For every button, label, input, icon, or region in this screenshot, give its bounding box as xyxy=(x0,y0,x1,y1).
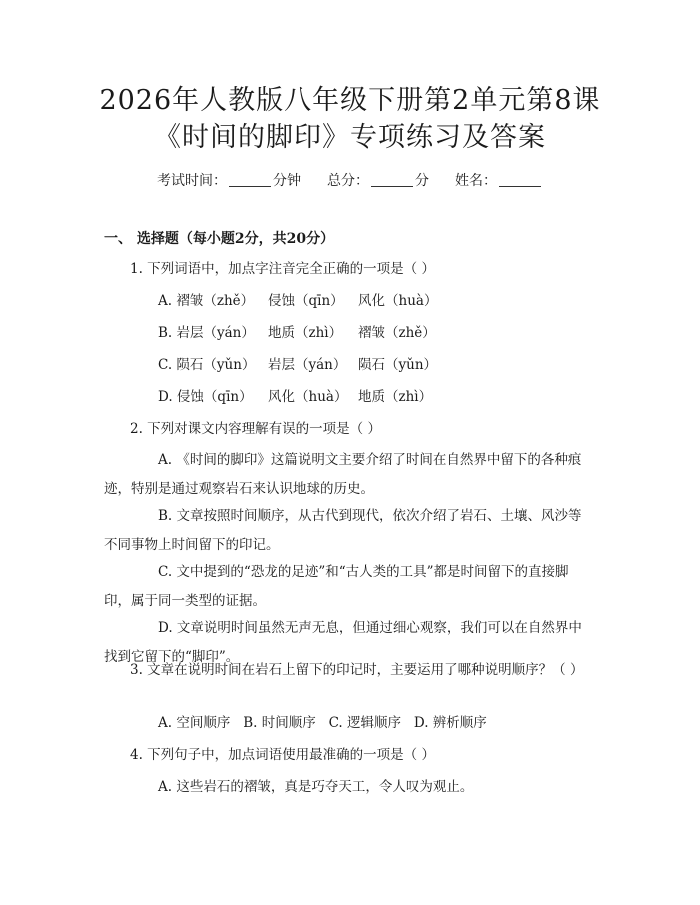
q1-c-3: 陨石（yǔn） xyxy=(358,357,438,373)
q2-stem: 2. 下列对课文内容理解有误的一项是（ ） xyxy=(130,421,381,437)
q1-c-2: 岩层（yán） xyxy=(268,357,347,373)
q2-a-text: A. 《时间的脚印》这篇说明文主要介绍了时间在自然界中留下的各种痕迹，特别是通过观察岩石来认识地球的历史。 xyxy=(104,452,582,497)
section-heading: 一、 选择题（每小题2分，共20分） xyxy=(104,231,335,247)
q3-stem-text: 3. 文章在说明时间在岩石上留下的印记时，主要运用了哪种说明顺序？（ ） xyxy=(130,662,584,678)
q2-option-a xyxy=(104,446,594,504)
time-blank xyxy=(229,173,271,187)
q1-a-1: A. 褶皱（zhě） xyxy=(158,293,255,309)
q1-a-3: 风化（huà） xyxy=(358,293,438,309)
score-label: 总分： xyxy=(327,173,369,189)
name-blank xyxy=(499,173,541,187)
page-title-line2: 《时间的脚印》专项练习及答案 xyxy=(154,122,546,153)
q1-option-b xyxy=(158,323,436,343)
time-label: 考试时间： xyxy=(157,173,227,189)
score-unit: 分 xyxy=(415,173,429,189)
q1-c-1: C. 陨石（yǔn） xyxy=(158,357,256,373)
q2-c-text: C. 文中提到的“恐龙的足迹”和“古人类的工具”都是时间留下的直接脚印，属于同一类型的证据。 xyxy=(104,564,569,609)
time-unit: 分钟 xyxy=(273,173,301,189)
name-label: 姓名： xyxy=(455,173,497,189)
q1-b-2: 地质（zhì） xyxy=(268,325,343,341)
q1-option-a xyxy=(158,291,437,311)
q2-option-b xyxy=(104,502,594,560)
q2-b-text: B. 文章按照时间顺序，从古代到现代，依次介绍了岩石、土壤、风沙等不同事物上时间留下的印记。 xyxy=(104,508,582,553)
q1-a-2: 侵蚀（qīn） xyxy=(268,293,344,309)
q2-option-c xyxy=(104,558,594,616)
q1-b-3: 褶皱（zhě） xyxy=(358,325,436,341)
q1-d-1: D. 侵蚀（qīn） xyxy=(158,389,253,405)
q1-d-2: 风化（huà） xyxy=(268,389,348,405)
q1-d-3: 地质（zhì） xyxy=(358,389,433,405)
q3-stem xyxy=(104,656,594,685)
q1-stem: 1. 下列词语中，加点字注音完全正确的一项是（ ） xyxy=(130,261,435,277)
q1-b-1: B. 岩层（yán） xyxy=(158,325,255,341)
q1-option-d xyxy=(158,387,432,407)
exam-info xyxy=(0,170,700,190)
q4-stem: 4. 下列句子中，加点词语使用最准确的一项是（ ） xyxy=(130,747,435,763)
q3-options: A. 空间顺序 B. 时间顺序 C. 逻辑顺序 D. 辨析顺序 xyxy=(158,715,487,731)
q1-option-c xyxy=(158,355,437,375)
page-title-line1: 2026年人教版八年级下册第2单元第8课 xyxy=(99,85,601,116)
q4-option-a: A. 这些岩石的褶皱，真是巧夺天工，令人叹为观止。 xyxy=(158,779,474,795)
score-blank xyxy=(371,173,413,187)
q2-d-text: D. 文章说明时间虽然无声无息，但通过细心观察，我们可以在自然界中找到它留下的“脚印”。 xyxy=(104,620,582,665)
